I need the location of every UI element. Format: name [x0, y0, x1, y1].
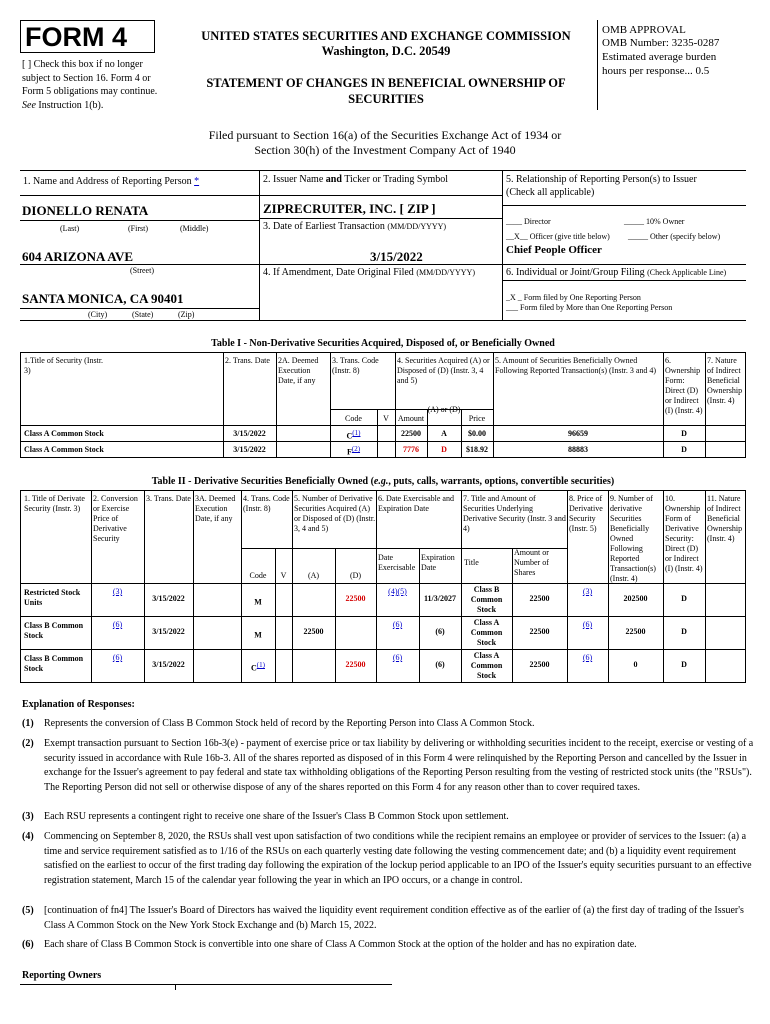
director-option[interactable]: ____ Director	[506, 217, 551, 226]
t1-h-acquired: 4. Securities Acquired (A) or Disposed of (D) (Instr. 3, 4 and 5)	[397, 356, 490, 385]
t2-h-title: 1. Title of Derivate Security (Instr. 3)	[24, 494, 85, 513]
t2-r2-shares: 22500	[529, 627, 550, 636]
footnote-3	[22, 810, 766, 825]
footnote-number: (4)	[22, 831, 34, 842]
name-part-middle: (Middle)	[180, 224, 209, 233]
t1-r1-price: $0.00	[468, 429, 486, 438]
agency-name: UNITED STATES SECURITIES AND EXCHANGE COMMISSION	[201, 29, 571, 43]
t2-r2-price[interactable]: (6)	[582, 620, 593, 629]
t2-r2-code: M	[254, 630, 262, 640]
table-row: Class A Common Stock	[24, 445, 104, 454]
one-person-option[interactable]: _X _ Form filed by One Reporting Person	[506, 293, 641, 302]
relationship-label: 5. Relationship of Reporting Person(s) to Issuer	[506, 174, 697, 185]
t2-r2-owned: 22500	[625, 627, 646, 636]
t2-r1-expiration: 11/3/2027	[423, 594, 456, 603]
t2-r3-exercisable[interactable]: (6)	[392, 653, 403, 662]
t1-h-sub-aord: (A) or (D)	[427, 405, 461, 414]
t2-r3-code: $C^{(1)}$	[251, 661, 265, 673]
footnote-5	[22, 904, 766, 933]
relationship-sublabel: (Check all applicable)	[506, 187, 595, 198]
earliest-transaction-date: 3/15/2022	[370, 249, 423, 264]
table-row: Class B Common Stock	[24, 621, 84, 640]
footnote-number: (6)	[22, 939, 34, 950]
footnote-number: (3)	[22, 811, 34, 822]
reporting-owners-title: Reporting Owners	[22, 970, 102, 981]
t2-r3-date: 3/15/2022	[152, 660, 185, 669]
multi-person-option[interactable]: ___ Form filed by More than One Reporting Person	[506, 303, 673, 312]
t2-r1-code: M	[254, 597, 262, 607]
issuer-label: 2. Issuer Name and Ticker or Trading Symbol	[263, 174, 449, 185]
table2-title: Table II - Derivative Securities Beneficially Owned (e.g., puts, calls, warrants, options, convertible securities)	[151, 476, 615, 487]
t2-h-sub-a: (A)	[307, 571, 320, 580]
table-row: Class A Common Stock	[24, 429, 104, 438]
footnote-4	[22, 830, 766, 888]
t1-r2-amount: 7776	[403, 445, 419, 454]
filed-pursuant-1: Filed pursuant to Section 16(a) of the Securities Exchange Act of 1934 or	[208, 128, 562, 142]
t2-h-sub-amount: Amount or Number of Shares	[514, 548, 549, 577]
t1-h-deemed: 2A. Deemed Execution Date, if any	[278, 356, 319, 385]
t2-r1-price[interactable]: (3)	[582, 587, 593, 596]
other-option[interactable]: _____ Other (specify below)	[628, 232, 721, 241]
t2-h-dates: 6. Date Exercisable and Expiration Date	[378, 494, 454, 513]
t2-r1-shares: 22500	[529, 594, 550, 603]
t2-r3-underlying: Class A Common Stock	[470, 651, 503, 680]
officer-option[interactable]: __X__ Officer (give title below)	[506, 232, 610, 241]
t1-r2-code: $F^{(2)}$	[346, 445, 361, 457]
ten-percent-option[interactable]: _____ 10% Owner	[624, 217, 685, 226]
check-box-text[interactable]: [ ] Check this box if no longer subject to Section 16. Form 4 or Form 5 obligations may continue. See Instruction 1(b).	[22, 59, 158, 111]
footnote-number: (2)	[22, 738, 34, 749]
footnote-6	[22, 938, 766, 953]
t2-r3-d: 22500	[345, 660, 366, 669]
t1-r1-fn-link[interactable]: (1)	[352, 429, 361, 437]
city-part-state: (State)	[132, 310, 154, 319]
t1-h-sub-amount: Amount	[397, 414, 425, 423]
t1-r2-owned: 88883	[568, 445, 588, 454]
t2-h-date: 3. Trans. Date	[146, 494, 191, 503]
t1-r2-price: $18.92	[466, 445, 488, 454]
footnote-text: Each RSU represents a contingent right to receive one share of the Issuer's Class B Common Stock upon settlement.	[44, 811, 509, 822]
t2-h-sub-v: V	[280, 571, 287, 580]
t2-h-form: 10. Ownership Form of Derivative Security: Direct (D) or Indirect (I) (Instr. 4)	[665, 494, 703, 573]
t2-r1-date: 3/15/2022	[152, 594, 185, 603]
burden-line2: hours per response... 0.5	[602, 65, 710, 77]
form-title: FORM 4	[25, 22, 128, 52]
t1-r1-aord: A	[441, 429, 447, 438]
t2-h-sub-expiration: Expiration Date	[421, 553, 455, 572]
t2-h-sub-title: Title	[464, 558, 479, 567]
footnote-number: (5)	[22, 905, 34, 916]
t1-h-nature: 7. Nature of Indirect Beneficial Ownership (Instr. 4)	[707, 356, 743, 405]
t2-r3-conv[interactable]: (6)	[112, 653, 123, 662]
table-row: Class B Common Stock	[24, 654, 84, 673]
t2-r3-owned: 0	[633, 660, 638, 669]
t2-h-sub-d: (D)	[349, 571, 362, 580]
reporting-person-label: 1. Name and Address of Reporting Person *	[23, 176, 200, 187]
amendment-label: 4. If Amendment, Date Original Filed (MM/DD/YYYY)	[263, 267, 475, 278]
name-part-first: (First)	[128, 224, 148, 233]
t2-r2-a: 22500	[303, 627, 324, 636]
t1-r1-form: D	[681, 429, 687, 438]
t2-r2-form: D	[681, 627, 687, 636]
t1-r2-date: 3/15/2022	[233, 445, 266, 454]
t2-r3-code-fn-link[interactable]: (1)	[256, 661, 265, 669]
t2-r1-owned: 202500	[623, 594, 648, 603]
t2-r2-expiration: (6)	[435, 627, 445, 636]
t1-h-sub-price: Price	[468, 414, 486, 423]
t2-r1-form: D	[681, 594, 687, 603]
officer-title: Chief People Officer	[506, 244, 602, 256]
statement-title: STATEMENT OF CHANGES IN BENEFICIAL OWNERSHIP OF SECURITIES	[206, 76, 566, 106]
agency-location: Washington, D.C. 20549	[321, 44, 451, 58]
t2-h-code: 4. Trans. Code (Instr. 8)	[243, 494, 290, 513]
t2-h-underlying: 7. Title and Amount of Securities Underlying Derivative Security (Instr. 3 and 4)	[463, 494, 566, 533]
t2-h-owned: 9. Number of derivative Securities Beneficially Owned Following Reported Transaction(s) (Instr. 4)	[610, 494, 656, 583]
t2-r2-underlying: Class A Common Stock	[470, 618, 503, 647]
t1-r2-fn-link[interactable]: (2)	[351, 445, 361, 453]
t1-r1-code: $C^{(1)}$	[346, 429, 361, 441]
t2-r1-conv[interactable]: (3)	[112, 587, 123, 596]
t2-r3-shares: 22500	[529, 660, 550, 669]
footnote-number: (1)	[22, 718, 34, 729]
t1-h-title: 1.Title of Security (Instr. 3)	[24, 356, 104, 375]
t1-h-form: 6. Ownership Form: Direct (D) or Indirect (I) (Instr. 4)	[665, 356, 703, 415]
table-row: Restricted Stock Units	[24, 588, 81, 607]
t1-h-owned: 5. Amount of Securities Beneficially Owned Following Reported Transaction(s) (Instr. 3 and 4)	[495, 356, 657, 375]
burden-line1: Estimated average burden	[602, 51, 717, 63]
t2-h-sub-code: Code	[249, 571, 267, 580]
t1-h-date: 2. Trans. Date	[225, 356, 270, 365]
t1-h-sub-code: Code	[345, 414, 362, 423]
t2-r1-exercisable[interactable]: (4)(5)	[388, 587, 407, 596]
footnote-star-link[interactable]: *	[194, 176, 200, 187]
t1-r2-aord: D	[441, 445, 447, 454]
table1	[20, 352, 746, 458]
footnote-text: Represents the conversion of Class B Common Stock held of record by the Reporting Person into Class A Common Stock.	[44, 718, 535, 729]
omb-approval: OMB APPROVAL	[602, 24, 686, 36]
t2-h-conv: 2. Conversion or Exercise Price of Derivative Security	[93, 494, 138, 543]
t2-r1-d: 22500	[345, 594, 366, 603]
table1-title: Table I - Non-Derivative Securities Acquired, Disposed of, or Beneficially Owned	[211, 338, 555, 349]
t2-r1-underlying: Class B Common Stock	[470, 585, 503, 614]
t2-h-price: 8. Price of Derivative Security (Instr. 5)	[569, 494, 603, 533]
street-label: (Street)	[130, 266, 154, 275]
t2-r2-conv[interactable]: (6)	[112, 620, 123, 629]
t2-r3-form: D	[681, 660, 687, 669]
t1-h-code: 3. Trans. Code (Instr. 8)	[332, 356, 379, 375]
explanation-title: Explanation of Responses:	[22, 699, 135, 710]
filing-label: 6. Individual or Joint/Group Filing (Check Applicable Line)	[506, 267, 727, 278]
t2-r2-date: 3/15/2022	[152, 627, 185, 636]
t2-r2-exercisable[interactable]: (6)	[392, 620, 403, 629]
filed-pursuant-2: Section 30(h) of the Investment Company Act of 1940	[254, 143, 516, 157]
issuer-name: ZIPRECRUITER, INC. [ ZIP ]	[263, 201, 436, 216]
omb-number: OMB Number: 3235-0287	[602, 37, 720, 49]
table2	[20, 490, 746, 683]
t2-r3-price[interactable]: (6)	[582, 653, 593, 662]
footnote-text: Commencing on September 8, 2020, the RSUs shall vest upon satisfaction of two conditions while the recipient remains an employee or provider of services to the Issuer: (a) a time and service requirement satisfied as to 1/16 of the RSUs on each quarterly vesting date following the vesting commencement date; and (b) a liquidity event requirement satisfied on the earliest to occur of the first trading day following the expiration of the lockup period applicable to an IPO of the Issuer's equity securities pursuant to an effective registration statement, March 15 of the calendar year following the year in which an IPO occurs, or a change in control.	[44, 831, 752, 886]
name-part-last: (Last)	[60, 224, 80, 233]
t2-h-nature: 11. Nature of Indirect Beneficial Ownership (Instr. 4)	[707, 494, 743, 543]
footnote-1	[22, 717, 766, 732]
t2-h-number: 5. Number of Derivative Securities Acquired (A) or Disposed of (D) (Instr. 3, 4 and 5)	[294, 494, 376, 533]
footnote-text: Exempt transaction pursuant to Section 16b-3(e) - payment of exercise price or tax liability by delivering or withholding securities incident to the receipt, exercise or vesting of a security issued in accordance with Rule 16b-3. All of the shares reported as disposed of in this Form 4 were relinquished by the Reporting Person and cancelled by the Issuer in exchange for the Issuer's agreement to pay federal and state tax withholding obligations of the Reporting Person resulting from the vesting of restricted stock units (the "RSUs"). The Reporting Person did not sell or otherwise dispose of any of the shares reported on this Form 4 for any reason other than to cover required taxes.	[44, 738, 754, 793]
t1-r1-date: 3/15/2022	[233, 429, 266, 438]
form-id-box	[20, 20, 155, 53]
footnote-text: [continuation of fn4] The Issuer's Board of Directors has waived the liquidity event requirement condition effective as of the earlier of (a) the first day of trading of the Issuer's Class A Common Stock on the New York Stock Exchange and (b) March 15, 2022.	[44, 905, 744, 931]
t1-h-sub-v: V	[383, 414, 389, 423]
footnote-2	[22, 737, 766, 795]
reporting-person-name: DIONELLO RENATA	[22, 203, 149, 218]
earliest-transaction-label: 3. Date of Earliest Transaction (MM/DD/YYYY)	[263, 221, 447, 232]
footnote-text: Each share of Class B Common Stock is convertible into one share of Class A Common Stock at the option of the holder and has no expiration date.	[44, 939, 637, 950]
reporting-person-street: 604 ARIZONA AVE	[22, 249, 134, 264]
t2-h-sub-exercisable: Date Exercisable	[378, 553, 416, 572]
reporting-person-city: SANTA MONICA, CA 90401	[22, 291, 184, 306]
t1-r1-amount: 22500	[401, 429, 421, 438]
t2-h-deemed: 3A. Deemed Execution Date, if any	[195, 494, 236, 523]
city-part-city: (City)	[88, 310, 108, 319]
city-part-zip: (Zip)	[178, 310, 195, 319]
t2-r3-expiration: (6)	[435, 660, 445, 669]
t1-r2-form: D	[681, 445, 687, 454]
t1-r1-owned: 96659	[568, 429, 588, 438]
